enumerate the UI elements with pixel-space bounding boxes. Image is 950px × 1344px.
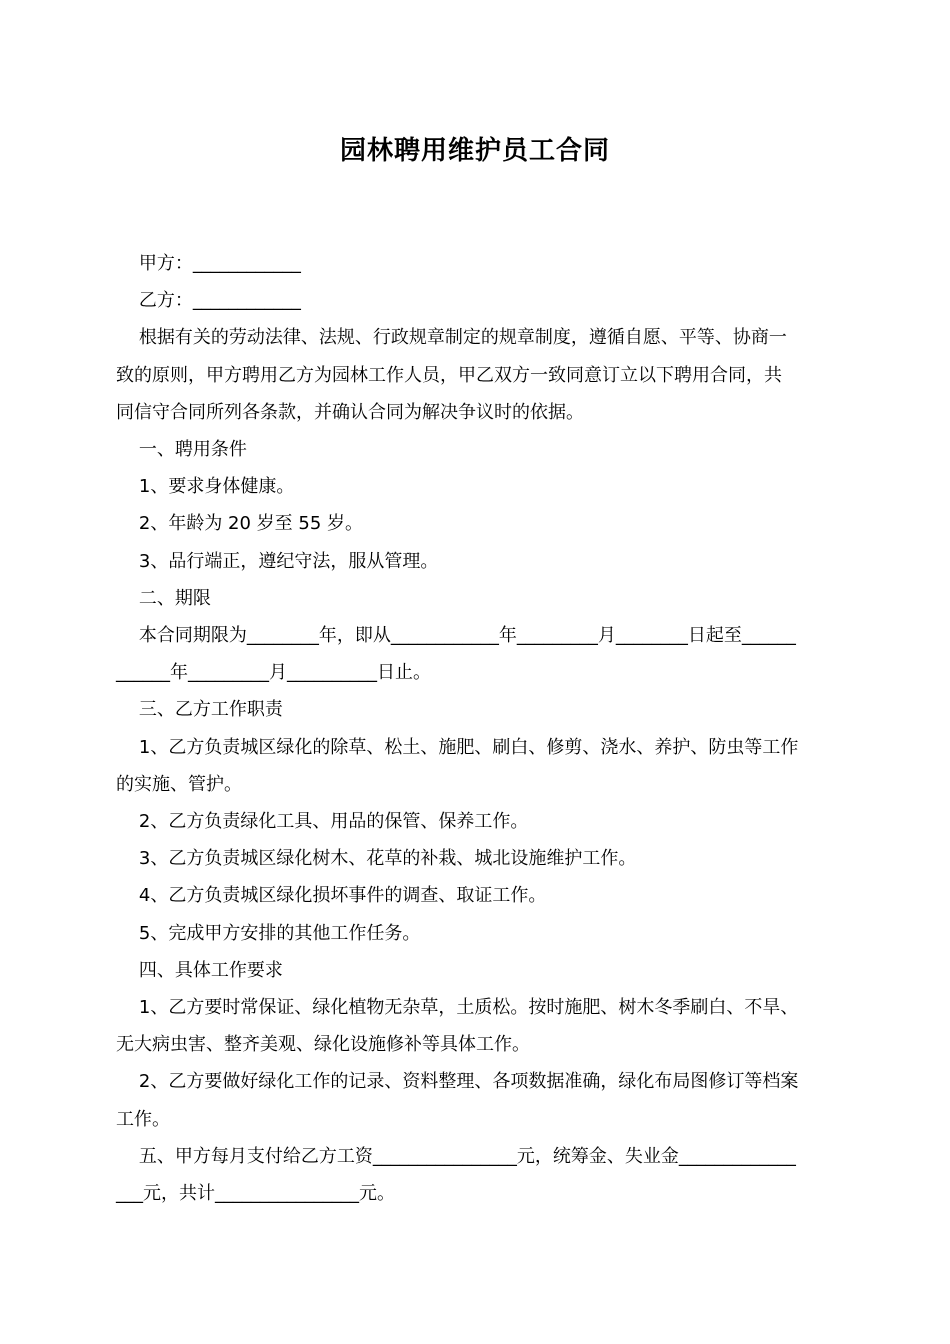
party-b-line: 乙方：____________ <box>116 290 301 312</box>
clause-line: 的实施、管护。 <box>116 773 242 795</box>
clause-line: ___元，共计________________元。 <box>116 1183 395 1205</box>
clause-line: 1、乙方要时常保证、绿化植物无杂草，土质松。按时施肥、树木冬季刷白、不旱、 <box>116 997 799 1019</box>
clause-line: 1、乙方负责城区绿化的除草、松土、施肥、刷白、修剪、浇水、养护、防虫等工作 <box>116 736 799 758</box>
clause-line: 3、乙方负责城区绿化树木、花草的补栽、城北设施维护工作。 <box>116 848 637 870</box>
clause-line: 2、乙方负责绿化工具、用品的保管、保养工作。 <box>116 811 529 833</box>
preamble-line: 根据有关的劳动法律、法规、行政规章制定的规章制度，遵循自愿、平等、协商一 <box>116 327 787 349</box>
clause-line: 本合同期限为________年，即从____________年_________月________日起至______ <box>116 625 796 647</box>
clause-line: 5、完成甲方安排的其他工作任务。 <box>116 922 421 944</box>
clause-line: ______年_________月__________日止。 <box>116 662 431 684</box>
section-heading: 四、具体工作要求 <box>116 959 283 981</box>
clause-line: 2、乙方要做好绿化工作的记录、资料整理、各项数据准确，绿化布局图修订等档案 <box>116 1071 799 1093</box>
document-body <box>116 245 836 1212</box>
clause-line: 1、要求身体健康。 <box>116 476 295 498</box>
section-heading: 二、期限 <box>116 587 211 609</box>
clause-line: 3、品行端正，遵纪守法，服从管理。 <box>116 550 439 572</box>
preamble-line: 同信守合同所列各条款，并确认合同为解决争议时的依据。 <box>116 401 584 423</box>
clause-line: 4、乙方负责城区绿化损坏事件的调查、取证工作。 <box>116 885 547 907</box>
clause-line: 2、年龄为 20 岁至 55 岁。 <box>116 513 364 535</box>
section-heading: 一、聘用条件 <box>116 439 247 461</box>
preamble-line: 致的原则，甲方聘用乙方为园林工作人员，甲乙双方一致同意订立以下聘用合同，共 <box>116 364 782 386</box>
clause-line: 无大病虫害、整齐美观、绿化设施修补等具体工作。 <box>116 1034 530 1056</box>
clause-line: 工作。 <box>116 1108 170 1130</box>
section-heading: 三、乙方工作职责 <box>116 699 283 721</box>
clause-line: 五、甲方每月支付给乙方工资________________元，统筹金、失业金_____________ <box>116 1145 796 1167</box>
party-a-line: 甲方：____________ <box>116 253 301 274</box>
document-title: 园林聘用维护员工合同 <box>339 136 610 166</box>
